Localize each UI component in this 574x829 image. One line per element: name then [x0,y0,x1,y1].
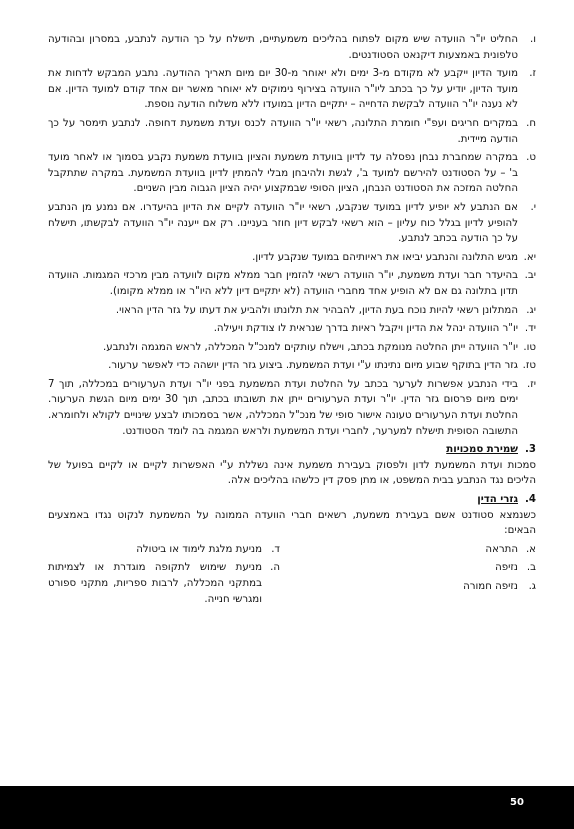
item-label: יז. [526,378,536,390]
item-label: ט. [526,152,536,164]
item-text: גזר הדין בתוקף שבוע מיום נתינתו ע"י ועדת המשמעת. ביצוע גזר הדין יושהה כדי לאפשר ערעור. [108,360,518,372]
item-label: ח. [526,117,536,129]
item-text: התראה [485,543,518,555]
list-item [48,268,536,299]
procedure-items-list [48,32,536,439]
item-label: יג. [526,304,536,316]
list-item [304,542,536,558]
page-footer [0,786,574,829]
item-text: נזיפה חמורה [463,581,518,592]
section-title: גזרי הדין [477,494,518,506]
list-item [48,32,536,63]
list-item [48,340,536,356]
item-text: נזיפה [495,562,518,574]
document-body [48,32,536,610]
item-label: י. [530,201,536,213]
item-text: יו"ר הוועדה ינהל את הדיון ויקבל ראיות בדרך שנראית לו צודקת ויעילה. [213,323,518,335]
item-label: ג. [528,581,536,592]
item-label: יא. [523,251,536,263]
item-text: מגיש התלונה והנתבע יביאו את ראיותיהם במועד שנקבע לדיון. [252,251,518,263]
item-label: ד. [271,543,280,555]
list-item [48,321,536,337]
list-item [48,560,280,607]
item-text: בידי הנתבע אפשרות לערער בכתב על החלטת ועדת המשמעת בפני יו"ר ועדת הערעורים במכללה, תוך 7 ימים מיום פרסום גזר הדין. יו"ר ועדת הערעורים ייתן את תשובתו בכתב, תוך 30 ימים מיום הגשת הערעור. החלטת ועדת הערעורים טעונה אישור סופי של מנכ"ל המכללה, אשר בסמכותו לבצע שינויים לקולא ולחומרא. התשובה הסופית תישלח למערער, לחברי ועדת המשמעת ולראש המגמה בה לומד הסטודנט. [48,378,518,437]
item-text: מניעת מלגת לימוד או ביטולה [136,543,262,555]
item-label: טו. [523,341,536,353]
list-item [48,116,536,147]
section-4-text: כשנמצא סטודנט אשם בעבירת משמעת, רשאים חברי הוועדה הממונה על המשמעת לנקוט נגדו באמצעים הבאים: [48,509,536,537]
sanctions-column-right [304,542,536,610]
item-label: ה. [270,562,280,574]
item-text: יו"ר הוועדה ייתן החלטה מנומקת בכתב, וישלח עותקים למנכ"ל המכללה, לראש המגמה ולנתבע. [103,341,518,353]
section-title: שמירת סמכויות [446,444,518,456]
list-item [48,250,536,266]
list-item [48,377,536,439]
sanctions-column-left [48,542,280,610]
list-item [48,542,280,558]
section-4-heading [48,492,536,508]
item-text: החליט יו"ר הוועדה שיש מקום לפתוח בהליכים משמעתיים, תישלח על כך הודעה לנתבע, במסרון ובהודעה טלפונית באמצעות דיקנאט הסטודנטים. [48,34,518,61]
item-text: אם הנתבע לא יופיע לדיון במועד שנקבע, רשאי יו"ר הוועדה לקיים את הדיון בהיעדרו. אם נמנע מן הנתבע להופיע לדיון בגלל כוח עליון – הוא רשאי לבקש דיון חוזר בעניינו. רק אם ייענה יו"ר הוועדה לבקשתו, תישלח על כך הודעה בכתב לנתבע. [48,201,518,245]
item-label: טז. [522,360,536,372]
item-text: במקרה שמחברת נבחן נפסלה עד לדיון בוועדת משמעת והציון בוועדת משמעת נקבע בסמוך או לאחר מועד ב' – על הסטודנט להירשם למועד ב', לגשת ולהיבחן מבלי להמתין לדיון בוועדת המשמעת. במקרה שתתקבל החלטה המזכה את הסטודנט הנבחן, הציון הסופי שבמקצוע יהיה הציון הגבוה מבין השניים. [48,152,518,195]
item-label: יב. [524,270,536,282]
list-item [48,303,536,319]
list-item [48,66,536,113]
page-number: 50 [510,797,524,808]
item-label: ב. [526,562,536,574]
item-text: מועד הדיון ייקבע לא מקודם מ-3 ימים ולא יאוחר מ-30 יום מיום תאריך ההודעה. נתבע המבקש לדחות את מועד הדיון, יודיע על כך בכתב ליו"ר הוועדה בצירוף נימוקים לא יאוחר מאשר יום אחד קודם למועד הדיון. אם לא נענה יו"ר הוועדה לבקשת הדחייה – יתקיים הדיון במועדו ללא משלוח הודעה נוספת. [48,68,518,111]
item-label: א. [525,543,536,555]
section-3-heading [48,442,536,458]
item-text: בהיעדר חבר ועדת משמעת, יו"ר הוועדה רשאי להזמין חבר ממלא מקום לוועדה מבין מרכזי המגמות. הוועדה תדון בתלונה גם אם לא הופיע אחד מחברי הוועדה (לא יתקיים דיון ללא היו"ר או ממלא מקומו). [48,270,518,297]
item-label: ז. [529,68,536,80]
item-text: מניעת שימוש לתקופה מוגדרת או לצמיתות במתקני המכללה, לרבות ספריות, מתקני ספורט ומגרשי חנייה. [48,562,262,605]
list-item [48,200,536,247]
list-item [48,150,536,197]
item-label: ו. [529,34,536,45]
list-item [304,579,536,595]
list-item [48,358,536,374]
section-number: 3. [525,444,536,456]
sanctions-list [48,542,536,610]
item-text: במקרים חריגים ועפ"י חומרת התלונה, רשאי יו"ר הוועדה לכנס ועדת משמעת דחופה. לנתבע תימסר על כך הודעה מיידית. [48,117,518,145]
list-item [304,560,536,576]
section-3-text: סמכות ועדת המשמעת לדון ולפסוק בעבירת משמעת אינה נשללת ע"י האפשרות לקיים או לקיים בפועל של הליכים נגד הנתבע בבית המשפט, או מתן פסק דין כלשהו בהליכים אלה. [48,459,536,487]
section-number: 4. [525,494,536,506]
item-label: יד. [524,323,536,335]
item-text: המתלונן רשאי להיות נוכח בעת הדיון, להבהיר את תלונתו ולהביע את דעתו על גזר הדין הראוי. [115,304,518,316]
